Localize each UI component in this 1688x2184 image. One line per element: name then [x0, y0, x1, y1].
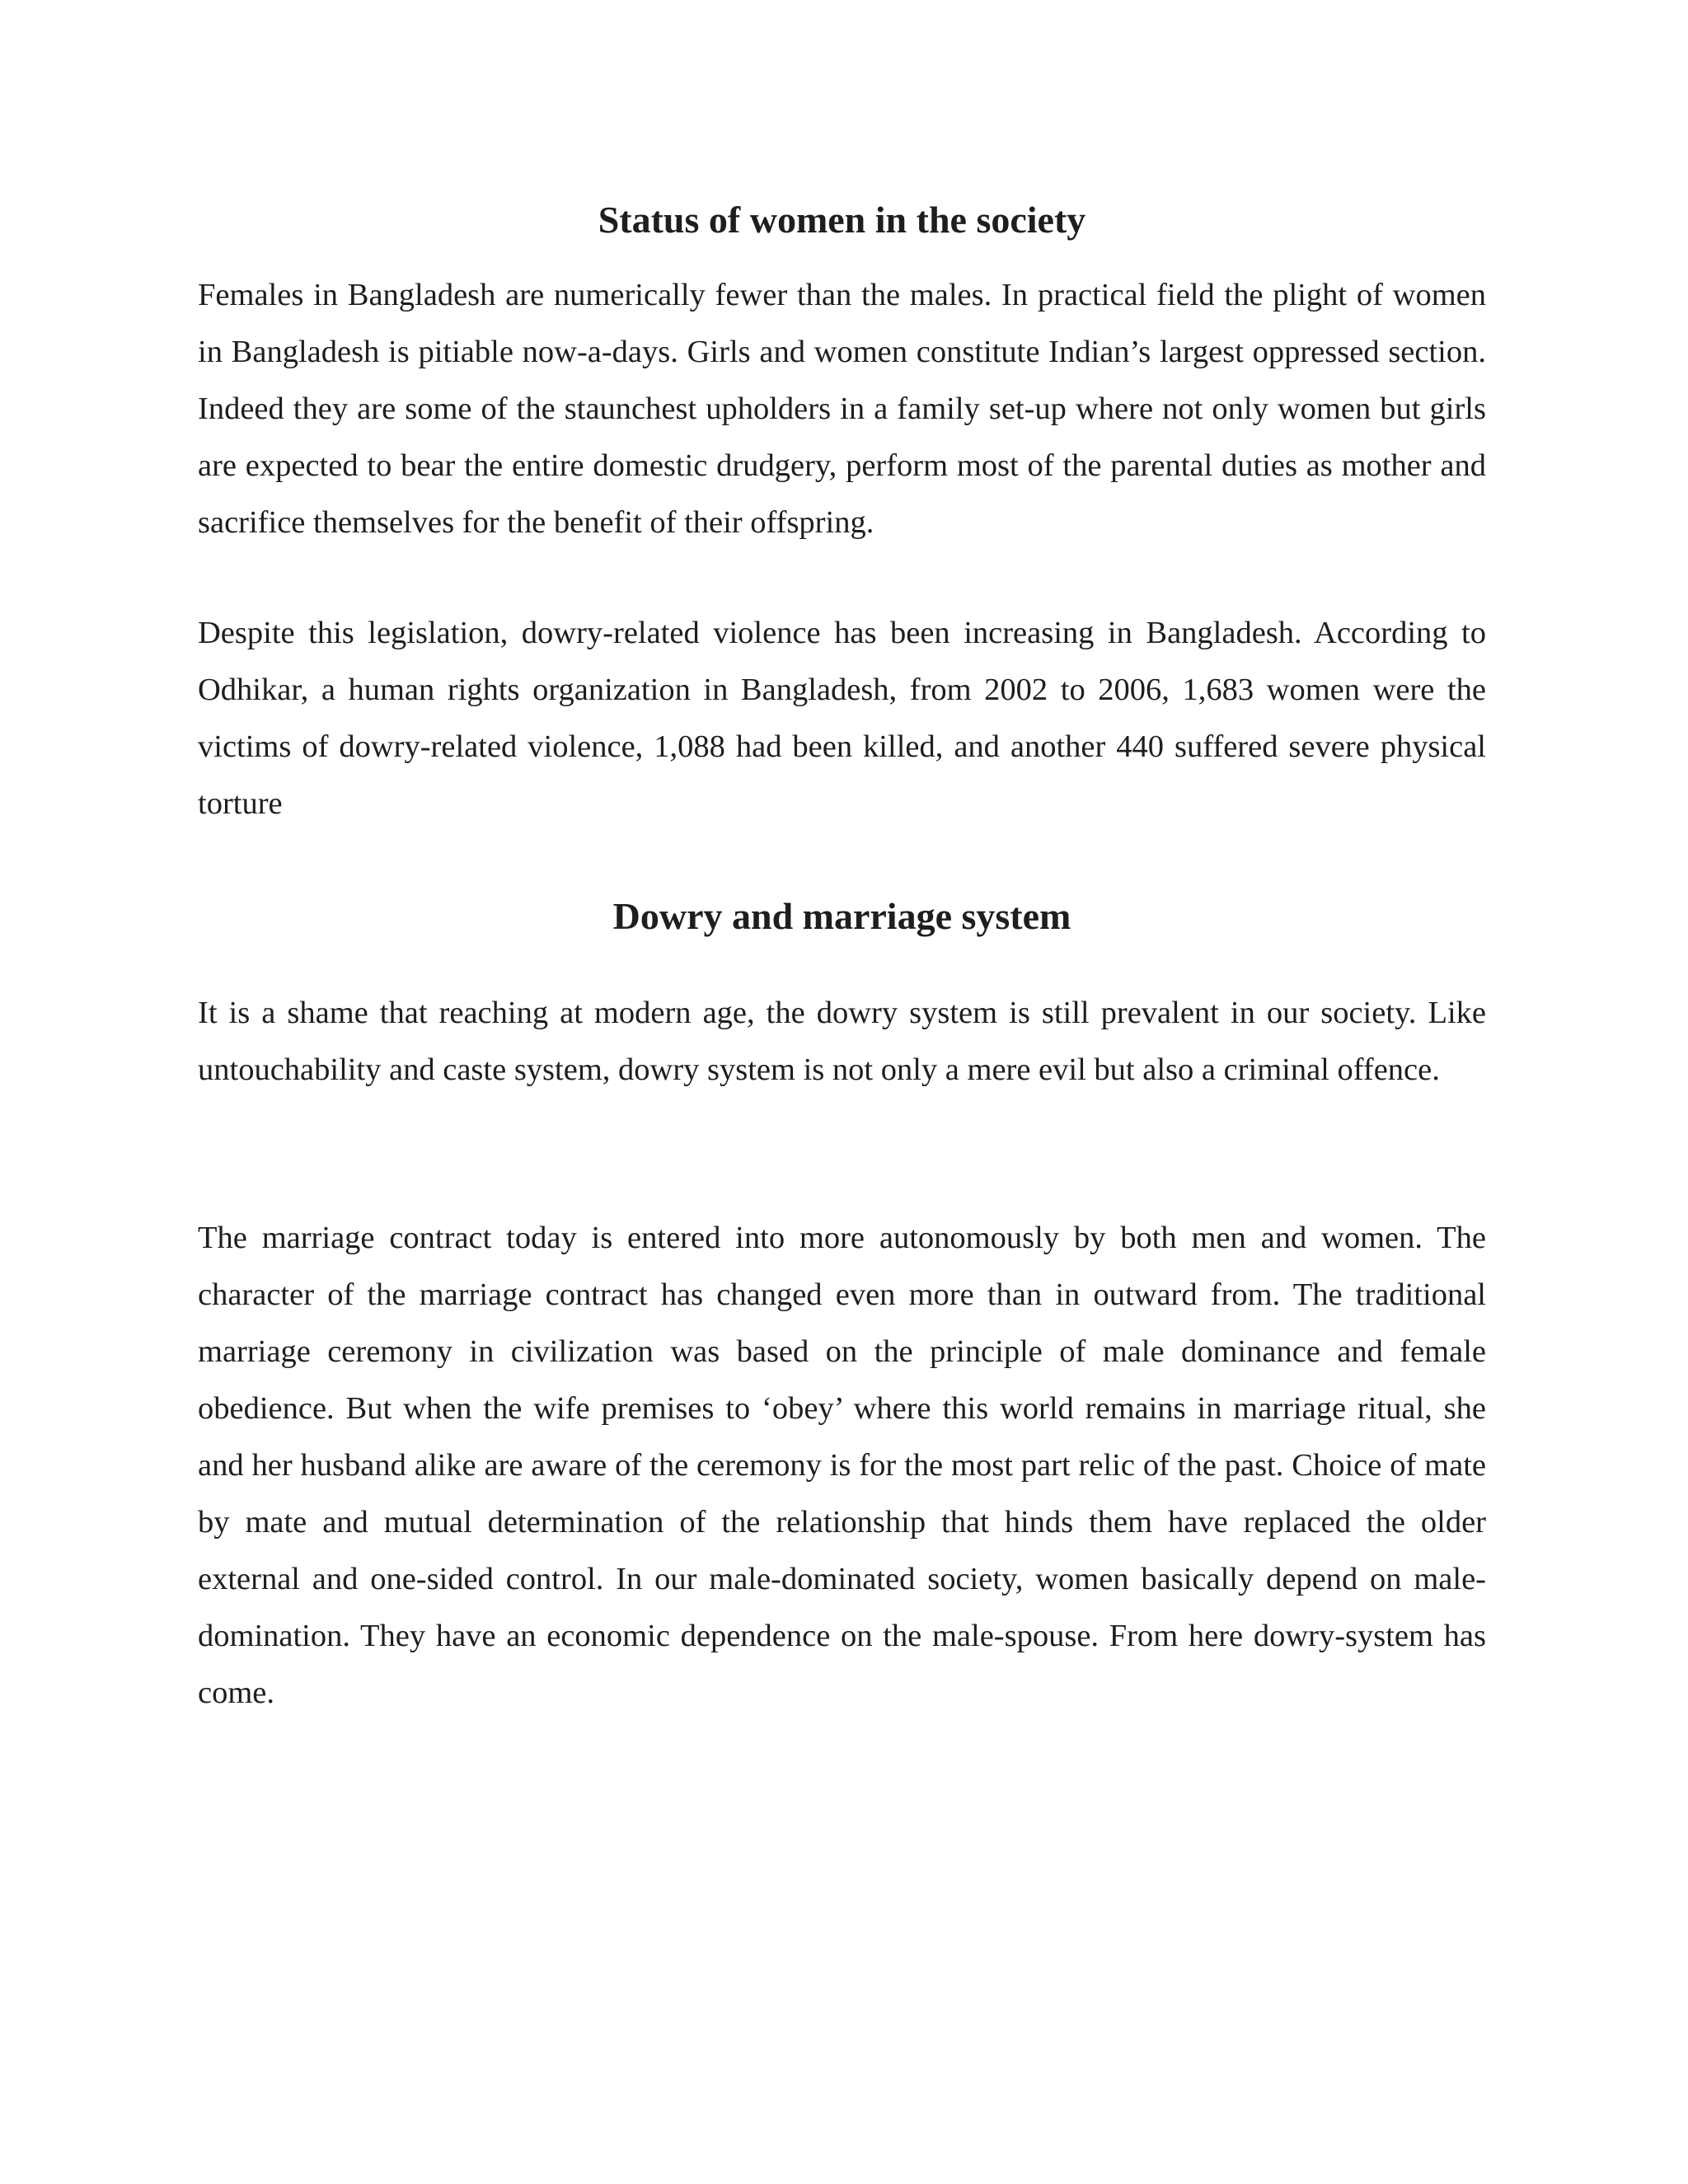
- section-heading-dowry-and-marriage: Dowry and marriage system: [612, 895, 1071, 937]
- paragraph-dowry-2: The marriage contract today is entered into more autonomously by both men and women. The character of the marriage contract has changed even more than in outward from. The traditional marriage ceremony in civilization was based on the principle of male dominance and female obedience. But when the wife premises to ‘obey’ where this world remains in marriage ritual, she and her husband alike are aware of the ceremony is for the most part relic of the past. Choice of mate by mate and mutual determination of the relationship that hinds them have replaced the older external and one-sided control. In our male-dominated society, women basically depend on male-domination. They have an economic dependence on the male-spouse. From here dowry-system has come.: [198, 1221, 1486, 1710]
- paragraph-status-1: Females in Bangladesh are numerically fewer than the males. In practical field the plight of women in Bangladesh is pitiable now-a-days. Girls and women constitute Indian’s largest oppressed section. Indeed they are some of the staunchest upholders in a family set-up where not only women but girls are expected to bear the entire domestic drudgery, perform most of the parental duties as mother and sacrifice themselves for the benefit of their offspring.: [198, 278, 1486, 540]
- section-heading-status-of-women: Status of women in the society: [598, 199, 1086, 241]
- paragraph-status-2: Despite this legislation, dowry-related violence has been increasing in Bangladesh. According to Odhikar, a human rights organization in Bangladesh, from 2002 to 2006, 1,683 women were the victims of dowry-related violence, 1,088 had been killed, and another 440 suffered severe physical torture: [198, 616, 1486, 821]
- paragraph-dowry-1: It is a shame that reaching at modern age, the dowry system is still prevalent in our society. Like untouchability and caste system, dowry system is not only a mere evil but also a criminal offence.: [198, 996, 1486, 1087]
